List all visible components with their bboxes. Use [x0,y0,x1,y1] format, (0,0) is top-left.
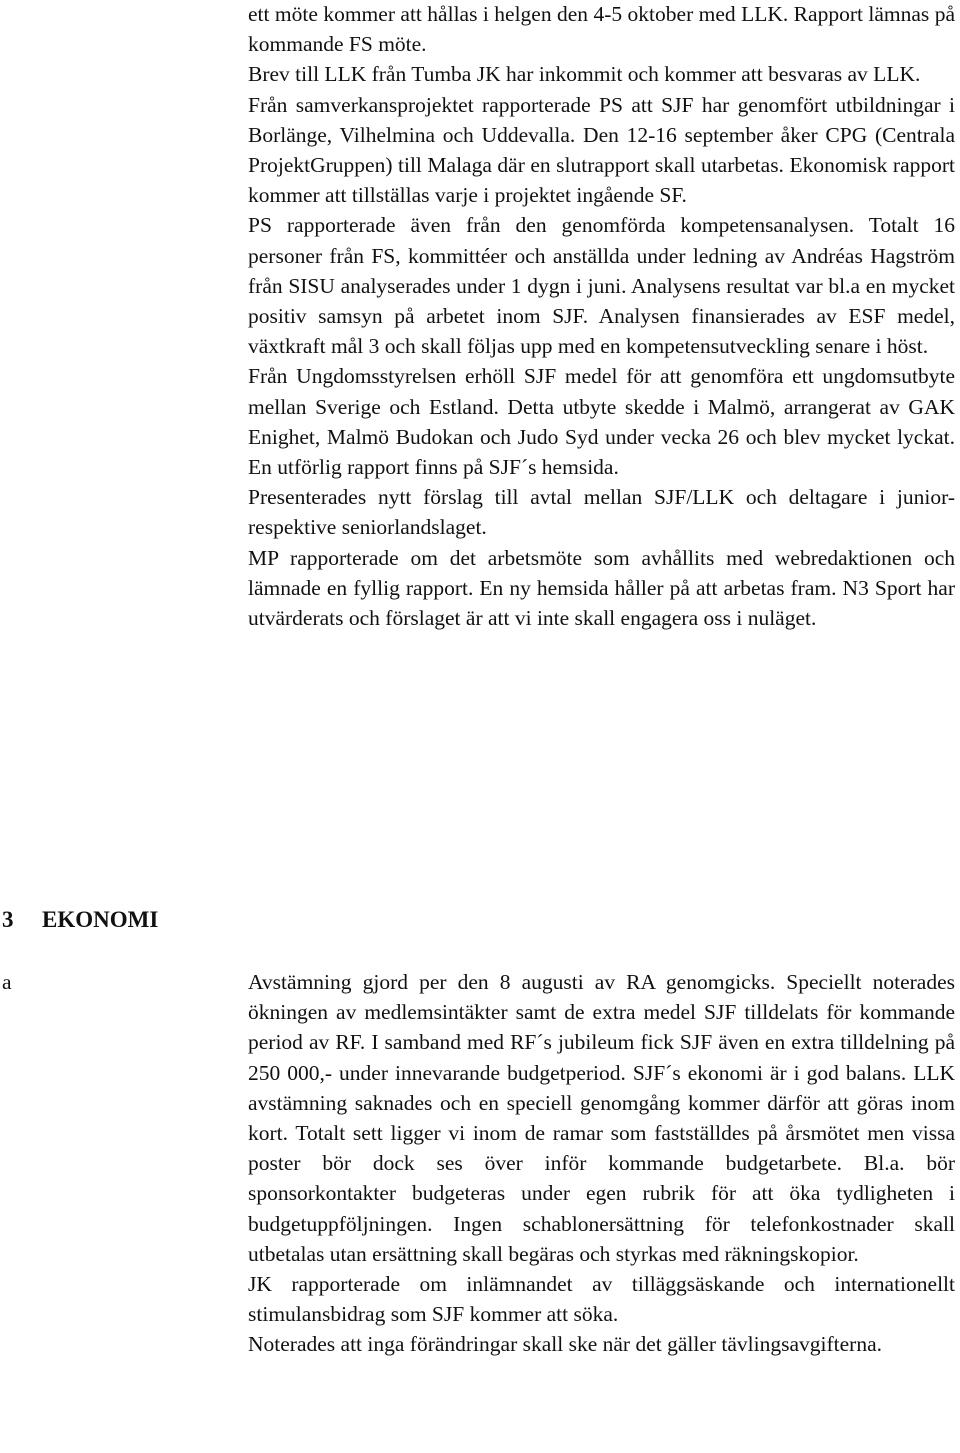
paragraph-tavlingsavgifter: Noterades att inga förändringar skall ske när det gäller tävlingsavgifterna. [248,1332,883,1357]
ekonomi-item-body [248,967,955,1360]
paragraph-ungdomsutbyte: Från Ungdomsstyrelsen erhöll SJF medel för att genomföra ett ungdomsutbyte mellan Sverige och Estland. Detta utbyte skedde i Malmö, arrangerat av GAK Enighet, Malmö Budokan och Judo Syd under vecka 26 och blev mycket lyckat. En utförlig rapport finns på SJF´s hemsida. [248,364,955,480]
item-label: a [2,970,12,994]
paragraph-tillaggsaskande: JK rapporterade om inlämnandet av tilläggsäskande och internationellt stimulansbidrag som SJF kommer att söka. [248,1272,955,1327]
paragraph-avstamning: Avstämning gjord per den 8 augusti av RA genomgicks. Speciellt noterades ökningen av medlemsintäkter samt de extra medel SJF tilldelats för kommande period av RF. I samband med RF´s jubileum fick SJF även en extra tilldelning på 250 000,- under innevarande budgetperiod. SJF´s ekonomi är i god balans. LLK avstämning saknades och en speciell genomgång kommer därför att göras inom kort. Totalt sett ligger vi inom de ramar som fastställdes på årsmötet men vissa poster bör dock ses över inför kommande budgetarbete. Bl.a. bör sponsorkontakter budgeteras under egen rubrik för att öka tydligheten i budgetuppföljningen. Ingen schablonersättning för telefonkostnader skall utbetalas utan ersättning skall begäras och styrkas med räkningskopior. [248,970,955,1266]
section-heading-ekonomi [2,905,158,935]
paragraph-webredaktion: MP rapporterade om det arbetsmöte som avhållits med webredaktionen och lämnade en fyllig rapport. En ny hemsida håller på att arbetas fram. N3 Sport har utvärderats och förslaget är att vi inte skall engagera oss i nuläget. [248,545,955,631]
section-number: 3 [2,907,14,932]
paragraph-kompetensanalys: PS rapporterade även från den genomförda kompetensanalysen. Totalt 16 personer från FS, kommittéer och anställda under ledning av Andréas Hagström från SISU analyserades under 1 dygn i juni. Analysens resultat var bl.a en mycket positiv samsyn på arbetet inom SJF. Analysen finansierades av ESF medel, växtkraft mål 3 och skall följas upp med en kompetensutveckling senare i höst. [248,213,955,359]
minutes-body-upper [248,0,955,633]
paragraph-avtal-forslag: Presenterades nytt förslag till avtal mellan SJF/LLK och deltagare i junior- respektive seniorlandslaget. [248,485,955,540]
section-title: EKONOMI [42,907,159,932]
paragraph-llk-meeting: ett möte kommer att hållas i helgen den 4-5 oktober med LLK. Rapport lämnas på kommande FS möte. [248,2,955,57]
paragraph-tumba-letter: Brev till LLK från Tumba JK har inkommit och kommer att besvaras av LLK. [248,62,921,87]
paragraph-samverkansprojekt: Från samverkansprojektet rapporterade PS att SJF har genomfört utbildningar i Borlänge, Vilhelmina och Uddevalla. Den 12-16 september åker CPG (Centrala ProjektGruppen) till Malaga där en slutrapport skall utarbetas. Ekonomisk rapport kommer att tillställas varje i projektet ingående SF. [248,92,955,208]
